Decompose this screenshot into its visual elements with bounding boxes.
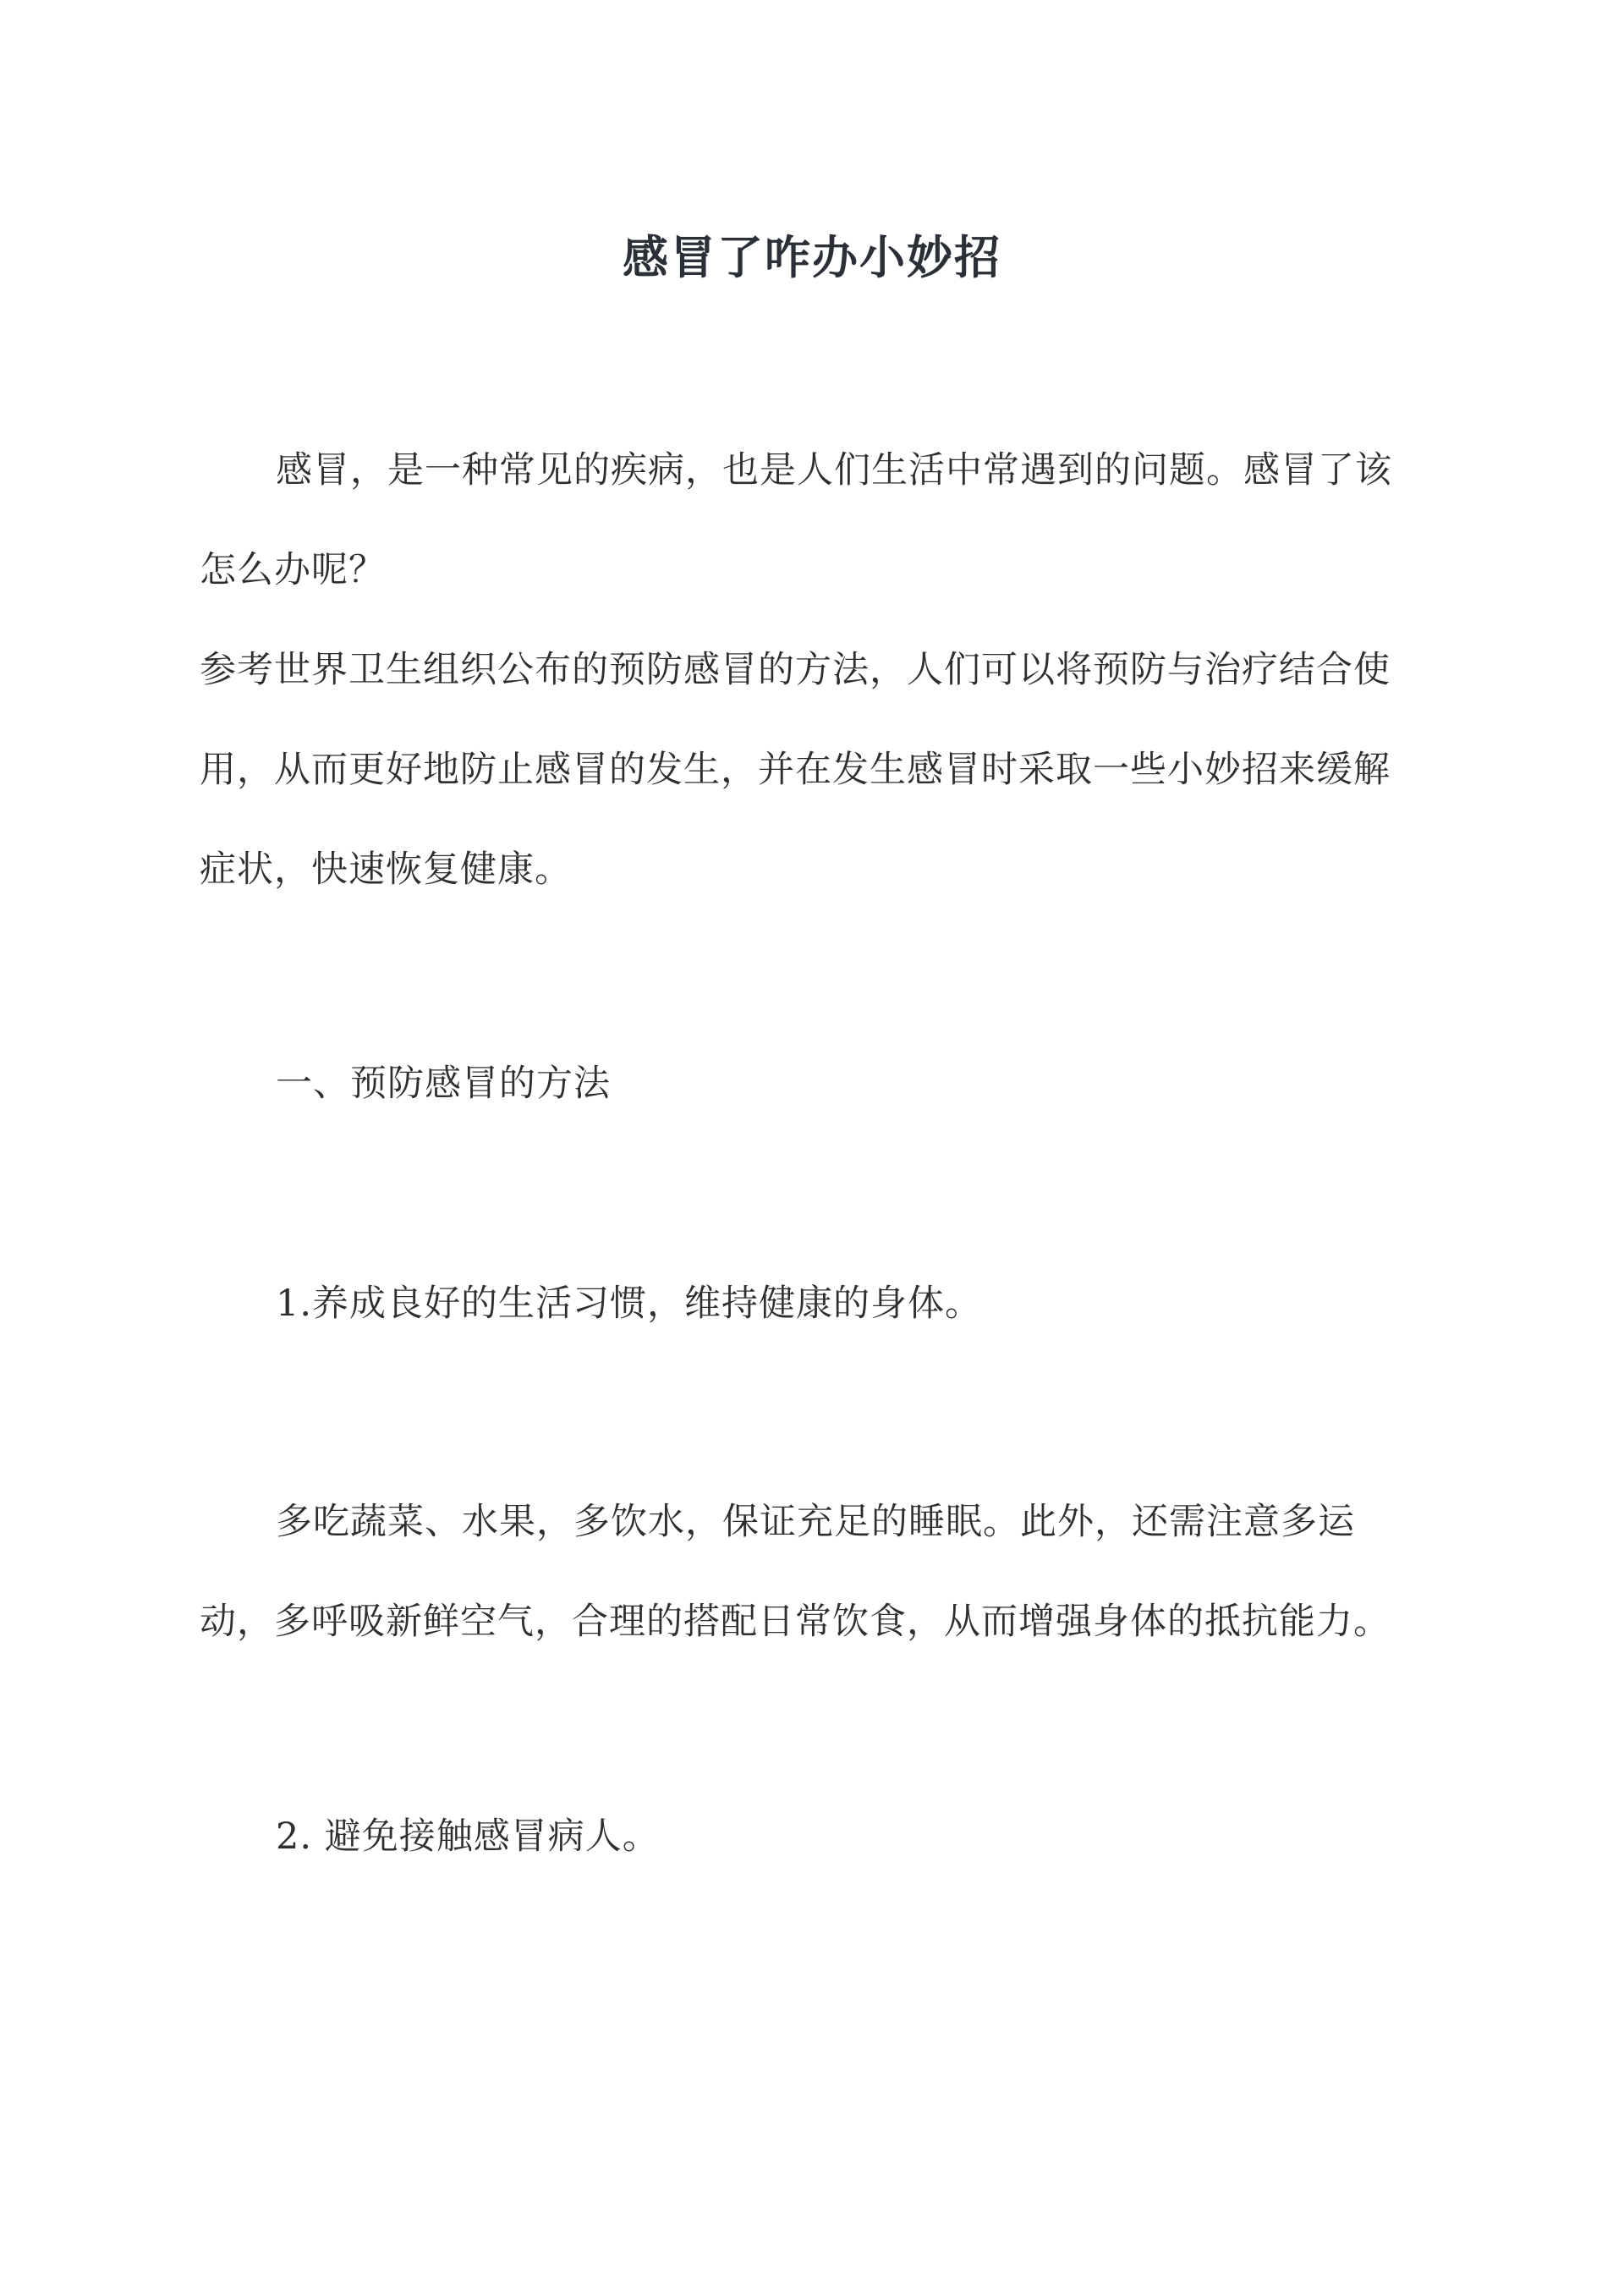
section-heading-prevention: 一、预防感冒的方法 (276, 1063, 611, 1105)
item-1-heading: 1.养成良好的生活习惯，维持健康的身体。 (276, 1283, 983, 1325)
item-2-heading: 2. 避免接触感冒病人。 (276, 1815, 660, 1858)
item-1-body: 多吃蔬菜、水果，多饮水，保证充足的睡眠。此外，还需注意多运动，多呼吸新鲜空气，合理的搭配日常饮食，从而增强身体的抵抗能力。 (200, 1501, 1391, 1643)
intro-paragraph-1: 感冒，是一种常见的疾病，也是人们生活中常遇到的问题。感冒了该怎么办呢？ (200, 449, 1392, 591)
document-title: 感冒了咋办小妙招 (623, 230, 1001, 285)
intro-paragraph-2: 参考世界卫生组织公布的预防感冒的方法，人们可以将预防与治疗结合使用，从而更好地防止感冒的发生，并在发生感冒时采取一些小妙招来缓解症状，快速恢复健康。 (200, 649, 1391, 891)
